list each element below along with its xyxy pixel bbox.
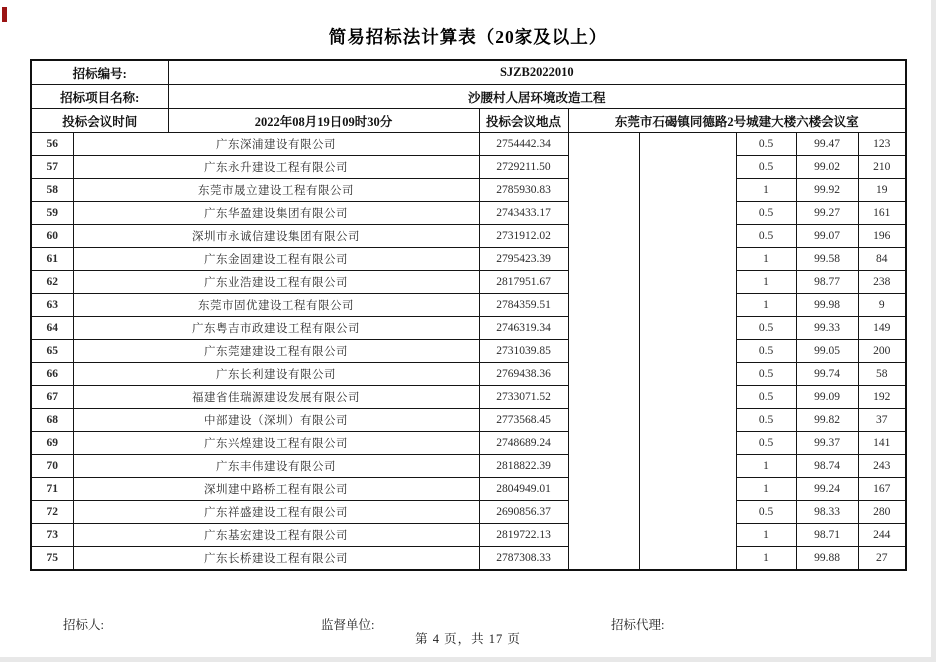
score-value: 98.74 — [796, 455, 858, 478]
rank-value: 238 — [858, 271, 906, 294]
company-name: 福建省佳瑞源建设发展有限公司 — [73, 386, 479, 409]
bid-amount: 2769438.36 — [479, 363, 568, 386]
weight-value: 1 — [736, 294, 796, 317]
rank-value: 84 — [858, 248, 906, 271]
score-value: 98.33 — [796, 501, 858, 524]
row-number: 61 — [31, 248, 73, 271]
row-number: 67 — [31, 386, 73, 409]
bid-amount: 2817951.67 — [479, 271, 568, 294]
company-name: 中部建设（深圳）有限公司 — [73, 409, 479, 432]
empty-column-2 — [639, 133, 736, 570]
table-row — [31, 294, 906, 317]
bid-amount: 2729211.50 — [479, 156, 568, 179]
row-number: 58 — [31, 179, 73, 202]
company-name: 深圳建中路桥工程有限公司 — [73, 478, 479, 501]
table-rows-body — [31, 133, 906, 570]
table-row — [31, 179, 906, 202]
weight-value: 0.5 — [736, 409, 796, 432]
row-number: 73 — [31, 524, 73, 547]
company-name: 东莞市固优建设工程有限公司 — [73, 294, 479, 317]
row-number: 66 — [31, 363, 73, 386]
bid-amount: 2754442.34 — [479, 133, 568, 156]
rank-value: 27 — [858, 547, 906, 570]
table-row — [31, 432, 906, 455]
row-number: 71 — [31, 478, 73, 501]
bidder-label: 招标人: — [63, 618, 104, 632]
company-name: 广东基宏建设工程有限公司 — [73, 524, 479, 547]
rank-value: 161 — [858, 202, 906, 225]
header-row-meeting — [31, 109, 906, 133]
bid-amount: 2746319.34 — [479, 317, 568, 340]
weight-value: 1 — [736, 248, 796, 271]
score-value: 98.71 — [796, 524, 858, 547]
table-row — [31, 317, 906, 340]
table-row — [31, 409, 906, 432]
bid-amount: 2784359.51 — [479, 294, 568, 317]
weight-value: 0.5 — [736, 225, 796, 248]
rank-value: 167 — [858, 478, 906, 501]
table-row — [31, 524, 906, 547]
rank-value: 196 — [858, 225, 906, 248]
table-row — [31, 133, 906, 156]
table-row — [31, 386, 906, 409]
row-number: 75 — [31, 547, 73, 570]
rank-value: 58 — [858, 363, 906, 386]
rank-value: 210 — [858, 156, 906, 179]
company-name: 广东粤吉市政建设工程有限公司 — [73, 317, 479, 340]
bid-amount: 2748689.24 — [479, 432, 568, 455]
weight-value: 0.5 — [736, 501, 796, 524]
company-name: 广东金固建设工程有限公司 — [73, 248, 479, 271]
bid-amount: 2818822.39 — [479, 455, 568, 478]
weight-value: 0.5 — [736, 340, 796, 363]
weight-value: 0.5 — [736, 386, 796, 409]
row-number: 68 — [31, 409, 73, 432]
score-value: 98.77 — [796, 271, 858, 294]
project-label: 招标项目名称: — [31, 85, 168, 109]
score-value: 99.37 — [796, 432, 858, 455]
bid-amount: 2795423.39 — [479, 248, 568, 271]
weight-value: 1 — [736, 524, 796, 547]
table-row — [31, 156, 906, 179]
row-number: 57 — [31, 156, 73, 179]
score-value: 99.47 — [796, 133, 858, 156]
rank-value: 149 — [858, 317, 906, 340]
row-number: 72 — [31, 501, 73, 524]
score-value: 99.98 — [796, 294, 858, 317]
table-row — [31, 202, 906, 225]
bid-no-label: 招标编号: — [31, 60, 168, 85]
company-name: 东莞市晟立建设工程有限公司 — [73, 179, 479, 202]
company-name: 广东长桥建设工程有限公司 — [73, 547, 479, 570]
weight-value: 0.5 — [736, 133, 796, 156]
page-number-info: 第 4 页，共 17 页 — [415, 632, 521, 646]
table-row — [31, 225, 906, 248]
bid-amount: 2804949.01 — [479, 478, 568, 501]
score-value: 99.24 — [796, 478, 858, 501]
table-row — [31, 248, 906, 271]
meeting-place-value: 东莞市石碣镇同德路2号城建大楼六楼会议室 — [568, 109, 906, 133]
meeting-place-label: 投标会议地点 — [479, 109, 568, 133]
weight-value: 1 — [736, 547, 796, 570]
header-row-bid-no — [31, 60, 906, 85]
table-row — [31, 271, 906, 294]
bid-amount: 2731039.85 — [479, 340, 568, 363]
rank-value: 123 — [858, 133, 906, 156]
rank-value: 244 — [858, 524, 906, 547]
table-row — [31, 455, 906, 478]
company-name: 广东业浩建设工程有限公司 — [73, 271, 479, 294]
meeting-time-label: 投标会议时间 — [31, 109, 168, 133]
row-number: 62 — [31, 271, 73, 294]
row-number: 59 — [31, 202, 73, 225]
agent-label: 招标代理: — [611, 618, 665, 632]
score-value: 99.92 — [796, 179, 858, 202]
row-number: 65 — [31, 340, 73, 363]
weight-value: 0.5 — [736, 317, 796, 340]
weight-value: 1 — [736, 271, 796, 294]
rank-value: 192 — [858, 386, 906, 409]
bid-amount: 2819722.13 — [479, 524, 568, 547]
rank-value: 37 — [858, 409, 906, 432]
row-number: 70 — [31, 455, 73, 478]
rank-value: 243 — [858, 455, 906, 478]
header-row-project — [31, 85, 906, 109]
empty-column-1 — [568, 133, 639, 570]
company-name: 广东深浦建设有限公司 — [73, 133, 479, 156]
weight-value: 0.5 — [736, 432, 796, 455]
score-value: 99.88 — [796, 547, 858, 570]
row-number: 56 — [31, 133, 73, 156]
row-number: 69 — [31, 432, 73, 455]
company-name: 广东华盈建设集团有限公司 — [73, 202, 479, 225]
company-name: 广东永升建设工程有限公司 — [73, 156, 479, 179]
rank-value: 141 — [858, 432, 906, 455]
weight-value: 0.5 — [736, 156, 796, 179]
weight-value: 1 — [736, 455, 796, 478]
company-name: 广东莞建建设工程有限公司 — [73, 340, 479, 363]
meeting-time-value: 2022年08月19日09时30分 — [168, 109, 479, 133]
table-row — [31, 478, 906, 501]
bid-calculation-table — [30, 59, 907, 571]
weight-value: 0.5 — [736, 202, 796, 225]
bid-amount: 2785930.83 — [479, 179, 568, 202]
page-title: 简易招标法计算表（20家及以上） — [328, 27, 608, 47]
table-row — [31, 363, 906, 386]
score-value: 99.05 — [796, 340, 858, 363]
score-value: 99.33 — [796, 317, 858, 340]
rank-value: 200 — [858, 340, 906, 363]
table-row — [31, 501, 906, 524]
score-value: 99.58 — [796, 248, 858, 271]
company-name: 广东祥盛建设工程有限公司 — [73, 501, 479, 524]
supervisor-label: 监督单位: — [321, 618, 375, 632]
red-scan-mark — [2, 7, 7, 22]
score-value: 99.82 — [796, 409, 858, 432]
weight-value: 0.5 — [736, 363, 796, 386]
company-name: 广东兴煌建设工程有限公司 — [73, 432, 479, 455]
bid-amount: 2731912.02 — [479, 225, 568, 248]
bid-amount: 2690856.37 — [479, 501, 568, 524]
score-value: 99.27 — [796, 202, 858, 225]
weight-value: 1 — [736, 478, 796, 501]
score-value: 99.02 — [796, 156, 858, 179]
bid-amount: 2773568.45 — [479, 409, 568, 432]
weight-value: 1 — [736, 179, 796, 202]
row-number: 63 — [31, 294, 73, 317]
table-row — [31, 547, 906, 570]
row-number: 60 — [31, 225, 73, 248]
bid-no-value: SJZB2022010 — [168, 60, 906, 85]
score-value: 99.07 — [796, 225, 858, 248]
rank-value: 9 — [858, 294, 906, 317]
company-name: 广东长利建设有限公司 — [73, 363, 479, 386]
bid-amount: 2733071.52 — [479, 386, 568, 409]
bid-amount: 2743433.17 — [479, 202, 568, 225]
company-name: 广东丰伟建设有限公司 — [73, 455, 479, 478]
rank-value: 280 — [858, 501, 906, 524]
score-value: 99.09 — [796, 386, 858, 409]
rank-value: 19 — [858, 179, 906, 202]
bid-amount: 2787308.33 — [479, 547, 568, 570]
table-row — [31, 340, 906, 363]
company-name: 深圳市永诚信建设集团有限公司 — [73, 225, 479, 248]
row-number: 64 — [31, 317, 73, 340]
project-name-value: 沙腰村人居环境改造工程 — [168, 85, 906, 109]
score-value: 99.74 — [796, 363, 858, 386]
